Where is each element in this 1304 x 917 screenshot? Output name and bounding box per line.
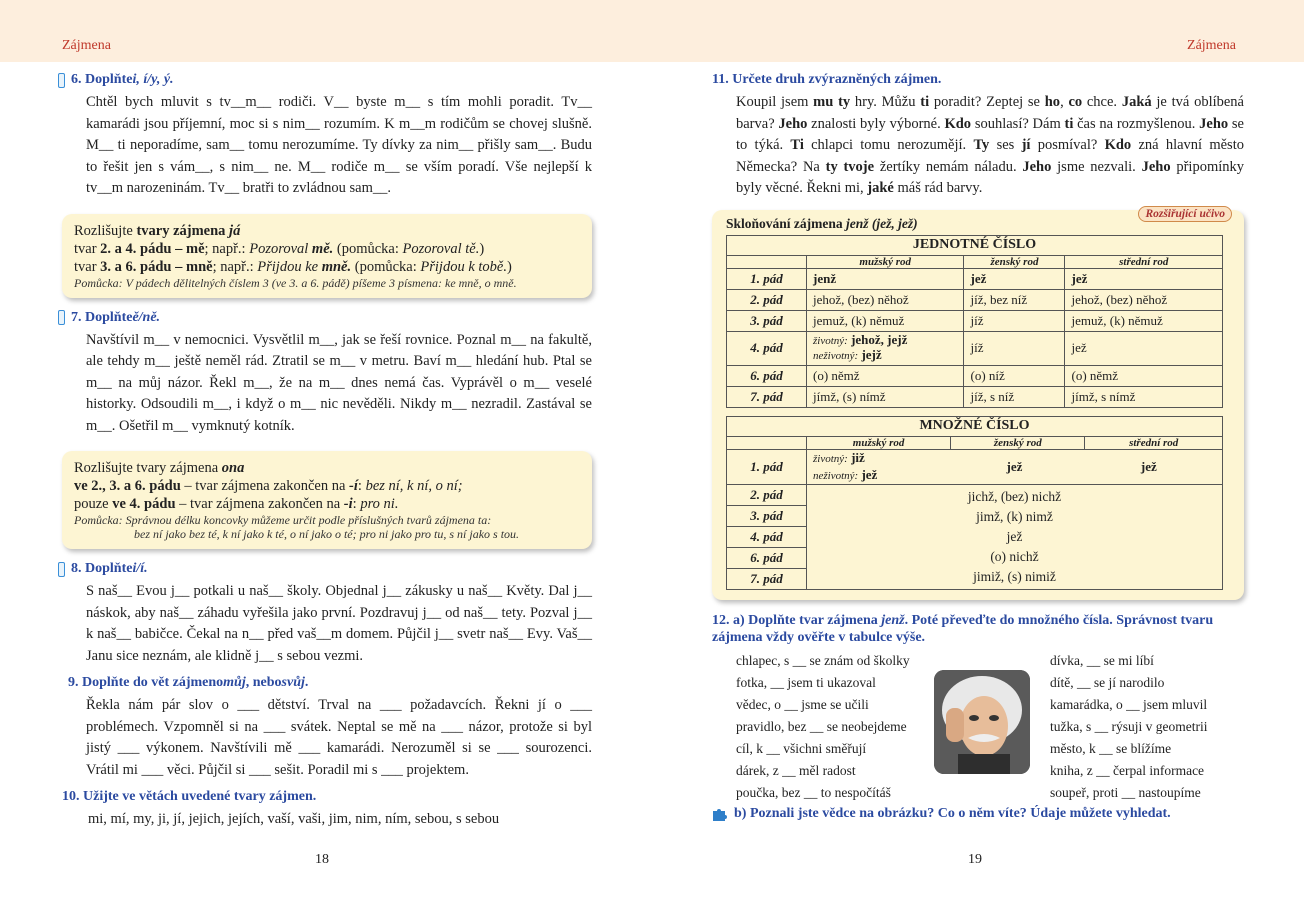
rule-text: ) (506, 258, 512, 275)
empty-header (727, 255, 807, 268)
form-cell: jíž (964, 310, 1065, 331)
rule-hint: Pomůcka: V pádech dělitelných číslem 3 (ve 3. a 6. pádě) píšeme 3 písmena: ke mně, o mně. (74, 275, 517, 290)
left-phrases (736, 650, 936, 804)
rule-text: mě. (311, 240, 334, 257)
exercise-title: , nebo (245, 675, 282, 690)
case-label: 3. pád (727, 310, 807, 331)
gender-header: střední rod (1085, 436, 1223, 449)
table-row (727, 386, 1223, 407)
list-item: tužka, s __ rýsuji v geometrii (1050, 718, 1208, 734)
rule-text: -i (343, 496, 353, 512)
form-cell: jímž, (s) nímž (807, 386, 964, 407)
list-item: dárek, z __ měl radost (736, 762, 856, 778)
form-text: již (851, 449, 865, 465)
case-label: 6. pád (727, 365, 807, 386)
rule-text: pro ni. (360, 496, 399, 512)
left-page (58, 72, 592, 831)
animacy-label: životný: (813, 452, 848, 465)
rule-text: 3. a 6. pádu – mně (100, 258, 213, 275)
gender-header: ženský rod (951, 436, 1085, 449)
exercise-number: 10. (62, 789, 80, 804)
exercise-title: Doplňte (85, 561, 133, 576)
list-item: vědec, o __ jsme se učili (736, 696, 869, 712)
case-label: 2. pád (727, 484, 807, 505)
form-cell: (o) níž (964, 365, 1065, 386)
rule-text: Přijdou ke (257, 258, 322, 275)
case-label: 7. pád (727, 568, 807, 589)
exercise-7-heading (58, 310, 592, 326)
form-cell (807, 449, 1223, 484)
rule-hint-2: bez ní jako bez té, k ní jako k té, o ní jako o té; pro ni jako pro tu, s ní jako s tou. (134, 527, 520, 541)
rule-text: já (229, 222, 241, 239)
exercise-9-text: Řekla nám pár slov o ___ dětství. Trval na ___ požadavcích. Řekni jí o ___ problémech. Vzpomněl si na ___ svátek. Neptal se mě na ___ názor, protože si byl jistý ___ výkonem. Navštívili mě ___ kamarádi. Nerozuměl si se ___ sourozenci. Vrátil mi ___ věci. Půjčil si ___ sešit. Poradil mi s ___ projektem. (86, 697, 592, 778)
pencil-icon (58, 310, 65, 325)
list-item: fotka, __ jsem ti ukazoval (736, 674, 876, 690)
rule-text: Rozlišujte (74, 222, 137, 239)
form-cell: jíž, bez níž (964, 289, 1065, 310)
right-phrases (1050, 650, 1250, 804)
form-cell (807, 331, 964, 365)
rule-text: ; např.: (212, 258, 258, 275)
exercise-number: 6. (71, 72, 82, 87)
form-cell: jehož, (bez) něhož (1065, 289, 1223, 310)
case-label: 2. pád (727, 289, 807, 310)
puzzle-icon (712, 807, 728, 821)
exercise-8-heading (58, 561, 592, 577)
rule-box-ona (62, 451, 592, 549)
exercise-number: 11. (712, 72, 729, 87)
caption-text: Skloňování zájmena (726, 215, 847, 231)
rule-text: tvary zájmena (136, 222, 230, 239)
list-item: soupeř, proti __ nastoupíme (1050, 784, 1201, 800)
gender-header: mužský rod (807, 255, 964, 268)
exercise-11-heading (712, 72, 1244, 88)
rule-text: (pomůcka: (351, 258, 421, 275)
exercise-number: 9. (68, 675, 79, 690)
exercise-title: Poznali jste vědce na obrázku? Co o něm víte? Údaje můžete vyhledat. (749, 805, 1171, 821)
exercise-title: Doplňte (85, 309, 133, 325)
rule-text: Rozlišujte tvary zájmena (74, 460, 222, 476)
form-cell: jehož, (bez) něhož (807, 289, 964, 310)
exercise-title: Užijte ve větách uvedené tvary zájmen. (83, 789, 317, 804)
exercise-title-em: ě/ně. (132, 309, 161, 325)
exercise-number: 8. (71, 561, 82, 576)
table-row (727, 310, 1223, 331)
form-cell: jemuž, (k) němuž (1065, 310, 1223, 331)
rule-text: ve 2., 3. a 6. pádu (74, 478, 181, 494)
form-cell: jíž, s níž (964, 386, 1065, 407)
case-label: 7. pád (727, 386, 807, 407)
list-item: kamarádka, o __ jsem mluvil (1050, 696, 1208, 712)
exercise-12a-body (712, 650, 1244, 804)
form-cell: (o) němž (807, 365, 964, 386)
list-item: poučka, bez __ to nespočítáš (736, 784, 891, 800)
exercise-10-heading (58, 789, 592, 805)
exercise-title-em: můj (223, 675, 246, 690)
list-item: pravidlo, bez __ se neobejdeme (736, 718, 907, 734)
exercise-title-em: i, í/y, ý. (132, 72, 174, 87)
exercise-11-text: Koupil jsem mu ty hry. Můžu ti poradit? Zeptej se ho, co chce. Jaká je tvá oblíbená barva? Jeho znalosti byly výborné. Kdo souhlasí? Dám ti čas na rozmyšlenou. Jeho se to týká. Ti chlapci tomu nerozumějí. Ty ses jí posmíval? Kdo zná hlavní město Německa? Na ty tvoje žertíky nemám náladu. Jeho jsme nezvali. Jeho připomínky byly věcné. Řekni mi, jaké máš rád barvy. (736, 94, 1244, 196)
rule-text: Přijdou k tobě. (420, 258, 507, 275)
singular-table (726, 235, 1223, 408)
case-label: 4. pád (727, 526, 807, 547)
pencil-icon (58, 562, 65, 577)
exercise-10-text: mi, mí, my, ji, jí, jejich, jejích, vaší, vaši, jim, nim, ním, sebou, s sebou (88, 811, 500, 827)
exercise-number: 7. (71, 309, 82, 325)
form-text: jež (1006, 528, 1023, 544)
form-cell: jenž (813, 270, 837, 286)
exercise-6-heading (58, 72, 592, 88)
list-item: dítě, __ se jí narodilo (1050, 674, 1165, 690)
rule-text: ) (479, 240, 485, 257)
singular-title: JEDNOTNÉ ČÍSLO (727, 235, 1223, 255)
plural-table (726, 416, 1223, 590)
gender-header: mužský rod (807, 436, 951, 449)
rule-text: tvar (74, 240, 101, 257)
case-label: 4. pád (727, 331, 807, 365)
shared-forms-cell (807, 484, 1223, 589)
animacy-label: životný: (813, 335, 848, 347)
exercise-title-em: i/í. (132, 561, 148, 576)
table-row (727, 365, 1223, 386)
form-text: jichž, (bez) nichž (967, 488, 1062, 504)
exercise-title: Doplňte tvar zájmena (748, 612, 882, 628)
form-cell: jež (1065, 331, 1223, 365)
form-cell: jímž, s nímž (1065, 386, 1223, 407)
rule-text: – tvar zájmena zakončen na (175, 496, 344, 512)
form-cell: jemuž, (k) němuž (807, 310, 964, 331)
gender-header: ženský rod (964, 255, 1065, 268)
animacy-label: neživotný: (813, 350, 859, 362)
rule-text: – tvar zájmena zakončen na (180, 478, 350, 494)
page-number-left: 18 (315, 852, 329, 867)
case-label: 3. pád (727, 505, 807, 526)
form-text: jejž (861, 347, 882, 362)
rule-text: Pozoroval tě. (402, 240, 480, 257)
header-title-left: Zájmena (62, 38, 111, 53)
exercise-title-em: svůj (281, 675, 305, 690)
exercise-6-text: Chtěl bych mluvit s tv__m__ rodiči. V__ byste m__ s tím mohli poradit. Tv__ kamarádi jsou příjemní, moc si s nim__ rozumím. K m__m rodičům se chovej slušně. M__ ti neporadíme, sam__ tomu nerozumíme. Ty dívky za nim__ přišly sam__. Budu to řešit jen s vám__, s nim__ ne. M__ rodiče m__ se vším poradí. Vše nejlepší k tv__m narozeninám. Tv__ bratři to zvládnou sam__. (86, 94, 592, 196)
list-item: dívka, __ se mi líbí (1050, 652, 1154, 668)
empty-header (727, 436, 807, 449)
form-text: jež (1140, 459, 1157, 474)
form-text: jimiž, (s) nimiž (973, 568, 1056, 584)
form-text: jež (861, 466, 878, 482)
portrait-illustration (934, 670, 1030, 774)
scientist-portrait-image (934, 670, 1030, 774)
rule-text: ona (221, 460, 245, 476)
rule-text: ; např.: (204, 240, 250, 257)
list-item: kniha, z __ čerpal informace (1050, 762, 1205, 778)
form-text: jež (1006, 459, 1023, 474)
plural-title: MNOŽNÉ ČÍSLO (727, 416, 1223, 436)
table-row (727, 268, 1223, 289)
declension-table-box (712, 207, 1244, 600)
rule-text: : (352, 496, 361, 512)
form-text: jimž, (k) nimž (976, 508, 1053, 524)
pencil-icon (58, 73, 65, 88)
caption-em: jenž (jež, jež) (846, 215, 918, 231)
subtask-label: a) (733, 612, 745, 628)
list-item: město, k __ se blížíme (1050, 740, 1172, 756)
extension-badge: Rozšiřující učivo (1138, 206, 1232, 222)
table-row (727, 449, 1223, 484)
case-label: 1. pád (727, 268, 807, 289)
animacy-label: neživotný: (813, 469, 859, 482)
form-cell: jež (970, 270, 987, 286)
rule-text: ve 4. pádu (112, 496, 176, 512)
rule-text: bez ní, k ní, o ní; (365, 478, 463, 494)
form-cell: jíž (964, 331, 1065, 365)
exercise-7-text: Navštívil m__ v nemocnici. Vysvětlil m__, jak se řeší rovnice. Poznal m__ na fakultě, ale tehdy m__ ještě neměl rád. Ztratil se m__ v metru. Baví m__ hledání hub. Ptal se m__ na můj názor. Řekl m__, že na m__ dnes nemá čas. Vyprávěl o m__ veselé historky. Odsoudili m__, i když o m__ nic nevěděli. Nikdy m__ nezradil. Zastával se m__. Ošetřil m__ vymknutý kotník. (86, 331, 592, 434)
form-cell: jež (1071, 270, 1088, 286)
exercise-8-text: S naš__ Evou j__ potkali u naš__ školy. Objednal j__ zákusky u naš__ Květy. Dal j__ náskok, aby naš__ záhadu vyřešila jako první. Pozdravuj j__ od naš__ tety. Pozval j__ k naš__ babičce. Čekal na n__ před vaš__m domem. Půjčil j__ svetr naš__ Evy. Vaš__ Janu sice neznám, ale klidně j__ s sebou vezmi. (86, 583, 592, 664)
case-label: 1. pád (727, 449, 807, 484)
rule-text: mně. (321, 258, 352, 275)
table-row (727, 331, 1223, 365)
rule-text: 2. a 4. pádu – mě (100, 240, 205, 257)
gender-header: střední rod (1065, 255, 1223, 268)
form-text: (o) nichž (990, 548, 1039, 564)
rule-text: tvar (74, 258, 101, 275)
exercise-title: . Poté převeďte do množného čísla. Správnost tvaru zájmena vždy ověřte v tabulce výše. (712, 612, 1214, 645)
rule-text: : (357, 478, 366, 494)
exercise-title: Určete druh zvýrazněných zájmen. (732, 72, 942, 87)
exercise-12b-heading (712, 806, 1244, 822)
header-title-right: Zájmena (1187, 38, 1236, 53)
exercise-title: Doplňte do vět zájmeno (82, 675, 224, 690)
form-text: jehož, jejž (851, 332, 908, 347)
page-header-right (652, 0, 1304, 62)
list-item: chlapec, s __ se znám od školky (736, 652, 910, 668)
rule-box-ja (62, 214, 592, 298)
form-cell: (o) němž (1065, 365, 1223, 386)
subtask-label: b) (734, 805, 747, 821)
exercise-title-em: jenž (881, 612, 905, 628)
exercise-12a-heading (712, 612, 1244, 646)
right-page (712, 72, 1244, 826)
case-label: 6. pád (727, 547, 807, 568)
exercise-9-heading (58, 675, 592, 691)
table-row (727, 484, 1223, 505)
exercise-title: Doplňte (85, 72, 133, 87)
list-item: cíl, k __ všichni směřují (736, 740, 867, 756)
rule-text: -í (349, 478, 358, 494)
exercise-title: . (304, 675, 309, 690)
exercise-number: 12. (712, 612, 730, 628)
rule-text: pouze (74, 496, 113, 512)
table-row (727, 289, 1223, 310)
rule-hint: Pomůcka: Správnou délku koncovky můžeme určit podle příslušných tvarů zájmena ta: (74, 513, 492, 527)
rule-text: Pozoroval (249, 240, 312, 257)
rule-text: (pomůcka: (333, 240, 403, 257)
page-number-right: 19 (968, 852, 982, 867)
page-header-left (0, 0, 652, 62)
